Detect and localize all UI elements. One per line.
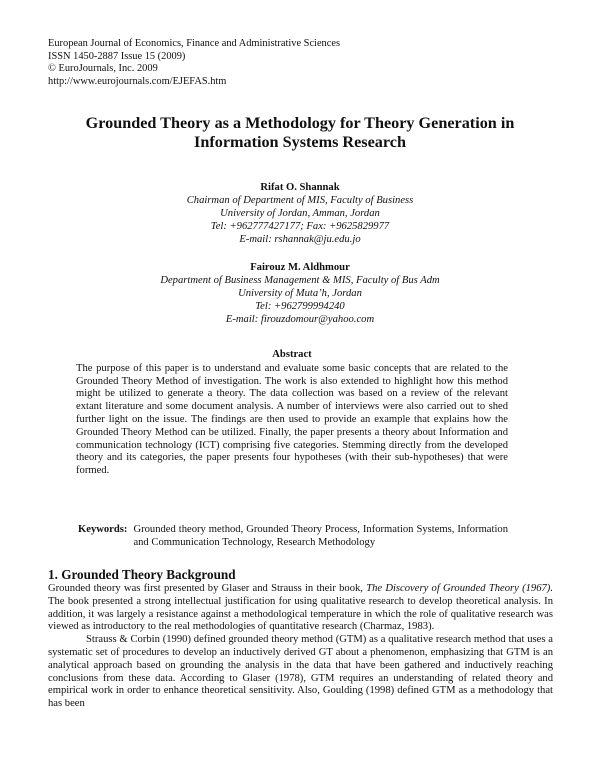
paper-title [60, 114, 540, 152]
author-email[interactable]: E-mail: rshannak@ju.edu.jo [239, 233, 361, 245]
journal-header [48, 38, 340, 88]
paper-title-line-1: Grounded Theory as a Methodology for Theory Generation in [85, 114, 515, 132]
author-email[interactable]: E-mail: firouzdomour@yahoo.com [225, 313, 375, 325]
author-block-1 [60, 182, 540, 247]
abstract-text: The purpose of this paper is to understand and evaluate some basic concepts that are related to the Grounded Theory Method of investigation. The work is also extended to highlight how this method might be utilized to generate a theory. The data collection was based on a review of the relevant extant literature and some document analysis. A number of interviews were also carried out to shed further light on the issue. The findings are then used to provide an example that explains how the Grounded Theory Method can be utilized. Finally, the paper presents a theory about Information and communication technology (ICT) comprising five categories. Stemming directly from the developed theory and its categories, the paper presents four hypotheses (with their sub-hypotheses) that were formed. [76, 362, 508, 477]
book-title: The Discovery of Grounded Theory (1967). [366, 583, 553, 594]
section-body [48, 583, 553, 711]
keywords-label: Keywords: [78, 524, 128, 535]
journal-copyright: © EuroJournals, Inc. 2009 [48, 63, 158, 75]
author-name: Fairouz M. Aldhmour [250, 262, 350, 273]
section-heading: 1. Grounded Theory Background [48, 567, 236, 582]
body-paragraph-1 [48, 583, 553, 634]
author-name: Rifat O. Shannak [260, 182, 340, 193]
journal-url[interactable]: http://www.eurojournals.com/EJEFAS.htm [48, 75, 227, 87]
author-affiliation: Department of Business Management & MIS, Faculty of Bus Adm [160, 274, 440, 286]
abstract-heading: Abstract [272, 349, 312, 360]
author-affiliation: Chairman of Department of MIS, Faculty of Business [186, 194, 414, 206]
author-university: University of Muta’h, Jordan [238, 287, 362, 299]
author-university: University of Jordan, Amman, Jordan [220, 207, 380, 219]
body-text-run: The book presented a strong intellectual justification for using qualitative research to develop theoretical analysis. In addition, it was largely a resistance against a methodological temperature in which the role of qualitative research was viewed as introductory to the real methodologies of quantitative research (Charmaz, 1983). [48, 595, 553, 633]
journal-name: European Journal of Economics, Finance and Administrative Sciences [48, 38, 341, 49]
body-text-run: Grounded theory was first presented by Glaser and Strauss in their book, [48, 583, 367, 594]
author-phone: Tel: +962777427177; Fax: +9625829977 [210, 220, 390, 232]
paper-title-line-2: Information Systems Research [194, 133, 406, 151]
body-paragraph-2: Strauss & Corbin (1990) defined grounded theory method (GTM) as a qualitative research method that uses a systematic set of procedures to develop an inductively derived GT about a phenomenon, emphasizing that GTM is an analytical approach based on grounding the analysis in the data that have been gathered and inductively reaching conclusions from these data. According to Glaser (1978), GTM requires an understanding of related theory and empirical work in order to enhance theoretical sensitivity. Also, Goulding (1998) defined GTM as a methodology that has been [48, 634, 553, 710]
abstract-section [76, 349, 508, 478]
journal-issn: ISSN 1450-2887 Issue 15 (2009) [48, 50, 186, 62]
keywords-section [78, 524, 508, 550]
keywords-text: Grounded theory method, Grounded Theory Process, Information Systems, Information and Communication Technology, Research Methodology [133, 524, 508, 548]
author-phone: Tel: +962799994240 [255, 300, 345, 312]
author-block-2 [60, 262, 540, 327]
